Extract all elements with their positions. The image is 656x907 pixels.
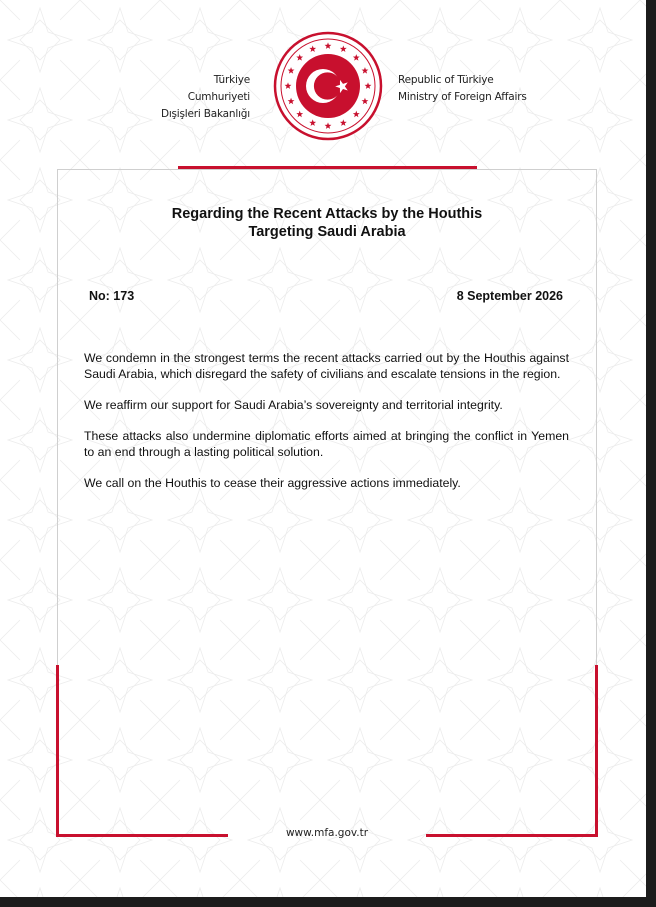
document-number: No: 173 [89,289,135,303]
ministry-name-english-line2: Ministry of Foreign Affairs [398,91,527,103]
frame-left-accent [56,665,59,836]
body-paragraph-4: We call on the Houthis to cease their aggressive actions immediately. [84,475,461,490]
document-title [60,205,594,241]
document-title-line1: Regarding the Recent Attacks by the Houthis [171,206,483,222]
document-date: 8 September 2026 [456,289,563,303]
ministry-name-english-line1: Republic of Türkiye [398,74,494,86]
footer-website-link[interactable]: www.mfa.gov.tr [285,827,369,839]
frame-top-divider [57,169,597,170]
frame-bottom-right-accent [426,834,598,837]
body-paragraph-3: These attacks also undermine diplomatic efforts aimed at bringing the conflict in Yemen to an end through a lasting political solution. [84,428,569,460]
document-body [84,350,569,506]
frame-right-accent [595,665,598,836]
frame-left-border [57,169,58,665]
ministry-name-turkish-line1: Türkiye Cumhuriyeti [187,74,250,103]
ministry-name-turkish [150,72,250,123]
ministry-name-turkish-line2: Dışişleri Bakanlığı [160,108,250,120]
frame-top-accent [178,166,477,169]
frame-right-border [596,169,597,665]
body-paragraph-2: We reaffirm our support for Saudi Arabia’s sovereignty and territorial integrity. [84,398,503,413]
body-paragraph-1: We condemn in the strongest terms the recent attacks carried out by the Houthis against Saudi Arabia, which disregard the safety of civilians and escalate tensions in the region. [84,351,569,382]
frame-bottom-left-accent [56,834,228,837]
turkish-flag-seal-icon [273,31,383,141]
document-title-line2: Targeting Saudi Arabia [248,224,406,240]
ministry-name-english [398,72,558,106]
